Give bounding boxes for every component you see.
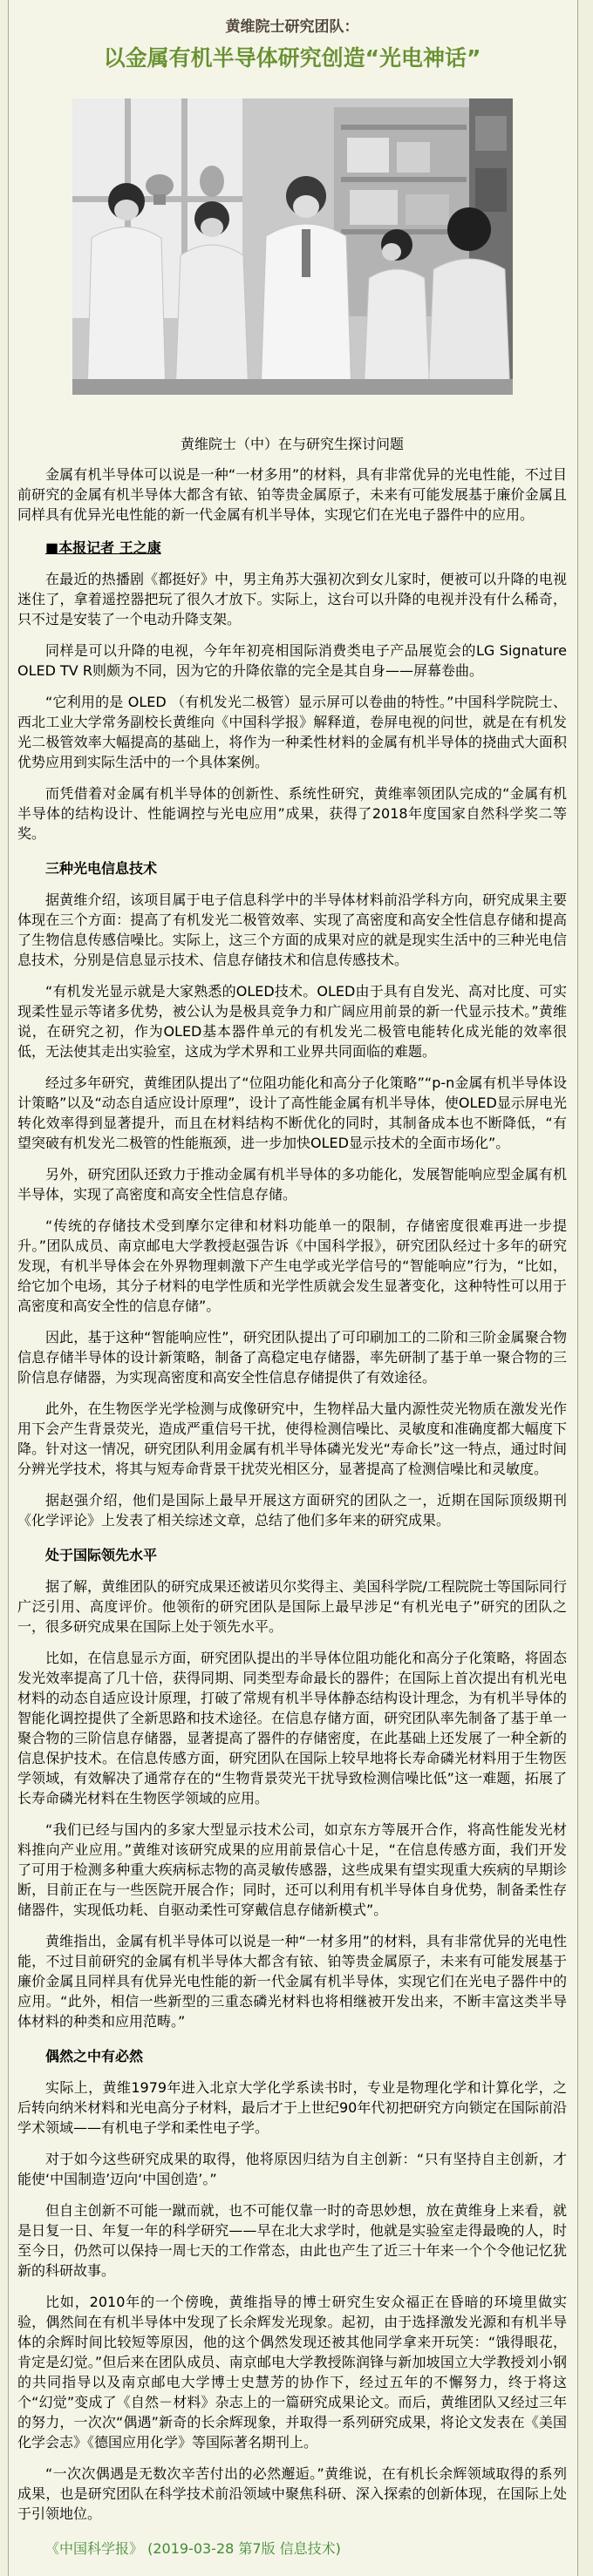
article-body xyxy=(17,464,567,2524)
article-paragraph: 另外，研究团队还致力于推动金属有机半导体的多功能化，发展智能响应型金属有机半导体，实现了高密度和高安全性信息存储。 xyxy=(17,1166,567,1203)
source-line: 《中国科学报》 (2019-03-28 第7版 信息技术) xyxy=(45,2540,341,2557)
lab-photo-illustration xyxy=(72,98,513,395)
article-paragraph: 据了解，黄维团队的研究成果还被诺贝尔奖得主、美国科学院/工程院院士等国际同行广泛引用、高度评价。他领衔的研究团队是国际上最早涉足“有机光电子”研究的团队之一，很多研究成果在国际上处于领先水平。 xyxy=(17,1578,567,1635)
article-paragraph: 比如，2010年的一个傍晚，黄维指导的博士研究生安众福正在昏暗的环境里做实验，偶然间在有机半导体中发现了长余辉发光现象。起初，由于选择激发光源和有机半导体的余辉时间比较短等原因，他的这个偶然发现还被其他同学拿来开玩笑：“饿得眼花，肯定是幻觉。”但后来在团队成员、南京邮电大学教授陈润锋与新加坡国立大学教授刘小钢的共同指导以及南京邮电大学博士史慧芳的协作下，经过五年的不懈努力，终于将这个“幻觉”变成了《自然－材料》杂志上的一篇研究成果论文。而后，黄维团队又经过三年的努力，一次次“偶遇”新奇的长余辉现象，并取得一系列研究成果，将论文发表在《美国化学会志》《德国应用化学》等国际著名期刊上。 xyxy=(17,2294,567,2451)
article-paragraph: 实际上，黄维1979年进入北京大学化学系读书时，专业是物理化学和计算化学，之后转向纳米材料和光电高分子材料，最后才于上世纪90年代初把研究方向锁定在国际前沿学术领域——有机电子学和柔性电子学。 xyxy=(17,2079,567,2136)
article-paragraph: 而凭借着对金属有机半导体的创新性、系统性研究，黄维率领团队完成的“金属有机半导体的结构设计、性能调控与光电应用”成果，获得了2018年度国家自然科学奖二等奖。 xyxy=(17,785,567,842)
section-heading: 处于国际领先水平 xyxy=(45,1547,158,1563)
article-paragraph: “传统的存储技术受到摩尔定律和材料功能单一的限制，存储密度很难再进一步提升。”团队成员、南京邮电大学教授赵强告诉《中国科学报》，研究团队经过十多年的研究发现，有机半导体会在外界物理刺激下产生电学或光学信号的“智能响应”行为，“比如，给它加个电场，其分子材料的电学性质和光学性质就会发生显著变化，这种特性可以用于高密度和高安全性的信息存储”。 xyxy=(17,1217,567,1314)
article-page xyxy=(8,0,578,2576)
article-paragraph: 金属有机半导体可以说是一种“一材多用”的材料，具有非常优异的光电性能，不过目前研究的金属有机半导体大都含有铱、铂等贵金属原子，未来有可能发展基于廉价金属且同样具有优异光电性能的新一代金属有机半导体，实现它们在光电子器件中的应用。 xyxy=(17,466,567,523)
article-paragraph: 据黄维介绍，该项目属于电子信息科学中的半导体材料前沿学科方向，研究成果主要体现在三个方面：提高了有机发光二极管效率、实现了高密度和高安全性信息存储和提高了生物信息传感信噪比。实际上，这三个方面的成果对应的就是现实生活中的三种光电信息技术，分别是信息显示技术、信息存储技术和信息传感技术。 xyxy=(17,891,567,968)
article-paragraph: 据赵强介绍，他们是国际上最早开展这方面研究的团队之一，近期在国际顶级期刊《化学评论》上发表了相关综述文章，总结了他们多年来的研究成果。 xyxy=(17,1492,567,1529)
section-heading: 偶然之中有必然 xyxy=(45,2048,144,2064)
article-paragraph: 在最近的热播剧《都挺好》中，男主角苏大强初次到女儿家时，便被可以升降的电视迷住了，拿着遥控器把玩了很久才放下。实际上，这台可以升降的电视并没有什么稀奇，只不过是安装了一个电动升降支架。 xyxy=(17,571,567,627)
article-paragraph: “我们已经与国内的多家大型显示技术公司，如京东方等展开合作，将高性能发光材料推向产业应用。”黄维对该研究成果的应用前景信心十足，“在信息传感方面，我们开发了可用于检测多种重大疾病标志物的高灵敏传感器，这些成果有望实现重大疾病的早期诊断，目前正在与一些医院开展合作；同时，还可以利用有机半导体自身优势，制备柔性存储器件，实现低功耗、自驱动柔性可穿戴信息存储新模式”。 xyxy=(17,1821,567,1918)
article-paragraph: 同样是可以升降的电视，今年年初亮相国际消费类电子产品展览会的LG Signature OLED TV R则颇为不同，因为它的升降依靠的完全是其自身——屏幕卷曲。 xyxy=(17,642,567,679)
section-heading: 三种光电信息技术 xyxy=(45,860,158,877)
article-pretitle: 黄维院士研究团队： xyxy=(225,18,359,36)
article-photo xyxy=(72,98,513,395)
article-paragraph: 黄维指出，金属有机半导体可以说是一种“一材多用”的材料，具有非常优异的光电性能，不过目前研究的金属有机半导体大都含有铱、铂等贵金属原子，未来有可能发展基于廉价金属且同样具有优异光电性能的新一代金属有机半导体，实现它们在光电子器件中的应用。“此外，相信一些新型的三重态磷光材料也将相继被开发出来，不断丰富这类半导体材料的种类和应用范畴。” xyxy=(17,1933,567,2030)
article-paragraph: 此外，在生物医学光学检测与成像研究中，生物样品大量内源性荧光物质在激发光作用下会产生背景荧光，造成严重信号干扰，使得检测信噪比、灵敏度和准确度都大幅度下降。针对这一情况，研究团队利用金属有机半导体磷光发光“寿命长”这一特点，通过时间分辨光学技术，将其与短寿命背景干扰荧光相区分，显著提高了检测信噪比和灵敏度。 xyxy=(17,1400,567,1477)
article-paragraph: “有机发光显示就是大家熟悉的OLED技术。OLED由于具有自发光、高对比度、可实现柔性显示等诸多优势，被公认为是极具竞争力和广阔应用前景的新一代显示技术。”黄维说，在研究之初，作为OLED基本器件单元的有机发光二极管电能转化成光能的效率很低，无法使其走出实验室，这成为学术界和工业界共同面临的难题。 xyxy=(17,983,567,1060)
article-paragraph: 对于如今这些研究成果的取得，他将原因归结为自主创新：“只有坚持自主创新，才能使‘中国制造’迈向‘中国创造’。” xyxy=(17,2151,567,2187)
article-paragraph: 因此，基于这种“智能响应性”，研究团队提出了可印刷加工的二阶和三阶金属聚合物信息存储半导体的设计新策略，制备了高稳定电存储器，率先研制了基于单一聚合物的三阶信息存储器，为实现高密度和高安全性信息存储提供了有效途径。 xyxy=(17,1329,567,1386)
article-paragraph: 经过多年研究，黄维团队提出了“位阻功能化和高分子化策略”“p-n金属有机半导体设计策略”以及“动态自适应设计原理”，设计了高性能金属有机半导体，使OLED显示屏电光转化效率得到显著提升，而且在材料结构不断优化的同时，其制备成本也不断降低，“有望突破有机发光二极管的性能瓶颈，进一步加快OLED显示技术的全面市场化”。 xyxy=(17,1074,567,1151)
article-paragraph: “它利用的是 OLED （有机发光二极管）显示屏可以卷曲的特性。”中国科学院院士、西北工业大学常务副校长黄维向《中国科学报》解释道，卷屏电视的问世，就是在有机发光二极管效率大幅提高的基础上，将作为一种柔性材料的金属有机半导体的挠曲式大面积优势应用到实际生活中的一个具体案例。 xyxy=(17,694,567,770)
article-paragraph: “一次次偶遇是无数次辛苦付出的必然邂逅。”黄维说，在有机长余辉领域取得的系列成果，也是研究团队在科学技术前沿领域中聚焦科研、深入探索的创新体现，在国际上处于引领地位。 xyxy=(17,2465,567,2522)
article-title: 以金属有机半导体研究创造“光电神话” xyxy=(103,45,481,71)
article-paragraph: 比如，在信息显示方面，研究团队提出的半导体位阻功能化和高分子化策略，将固态发光效率提高了几十倍，获得同期、同类型寿命最长的器件；在国际上首次提出有机光电材料的动态自适应设计原理，打破了常规有机半导体静态结构设计理念，为有机半导体的智能化调控提供了全新思路和技术途径。在信息存储方面，研究团队率先制备了基于单一聚合物的三阶信息存储器，显著提高了器件的存储密度，在此基础上还发展了一种全新的信息保护技术。在信息传感方面，研究团队在国际上较早地将长寿命磷光材料用于生物医学领域，有效解决了通常存在的“生物背景荧光干扰导致检测信噪比低”这一难题，拓展了长寿命磷光材料在生物医学领域的应用。 xyxy=(17,1650,567,1807)
article-paragraph: 但自主创新不可能一蹴而就，也不可能仅靠一时的奇思妙想，放在黄维身上来看，就是日复一日、年复一年的科学研究——早在北大求学时，他就是实验室走得最晚的人，时至今日，仍然可以保持一周七天的工作常态，由此也产生了近三十年来一个个令他记忆犹新的科研故事。 xyxy=(17,2202,567,2279)
reporter-byline: ■本报记者 王之康 xyxy=(45,539,161,556)
photo-caption: 黄维院士（中）在与研究生探讨问题 xyxy=(180,436,404,452)
